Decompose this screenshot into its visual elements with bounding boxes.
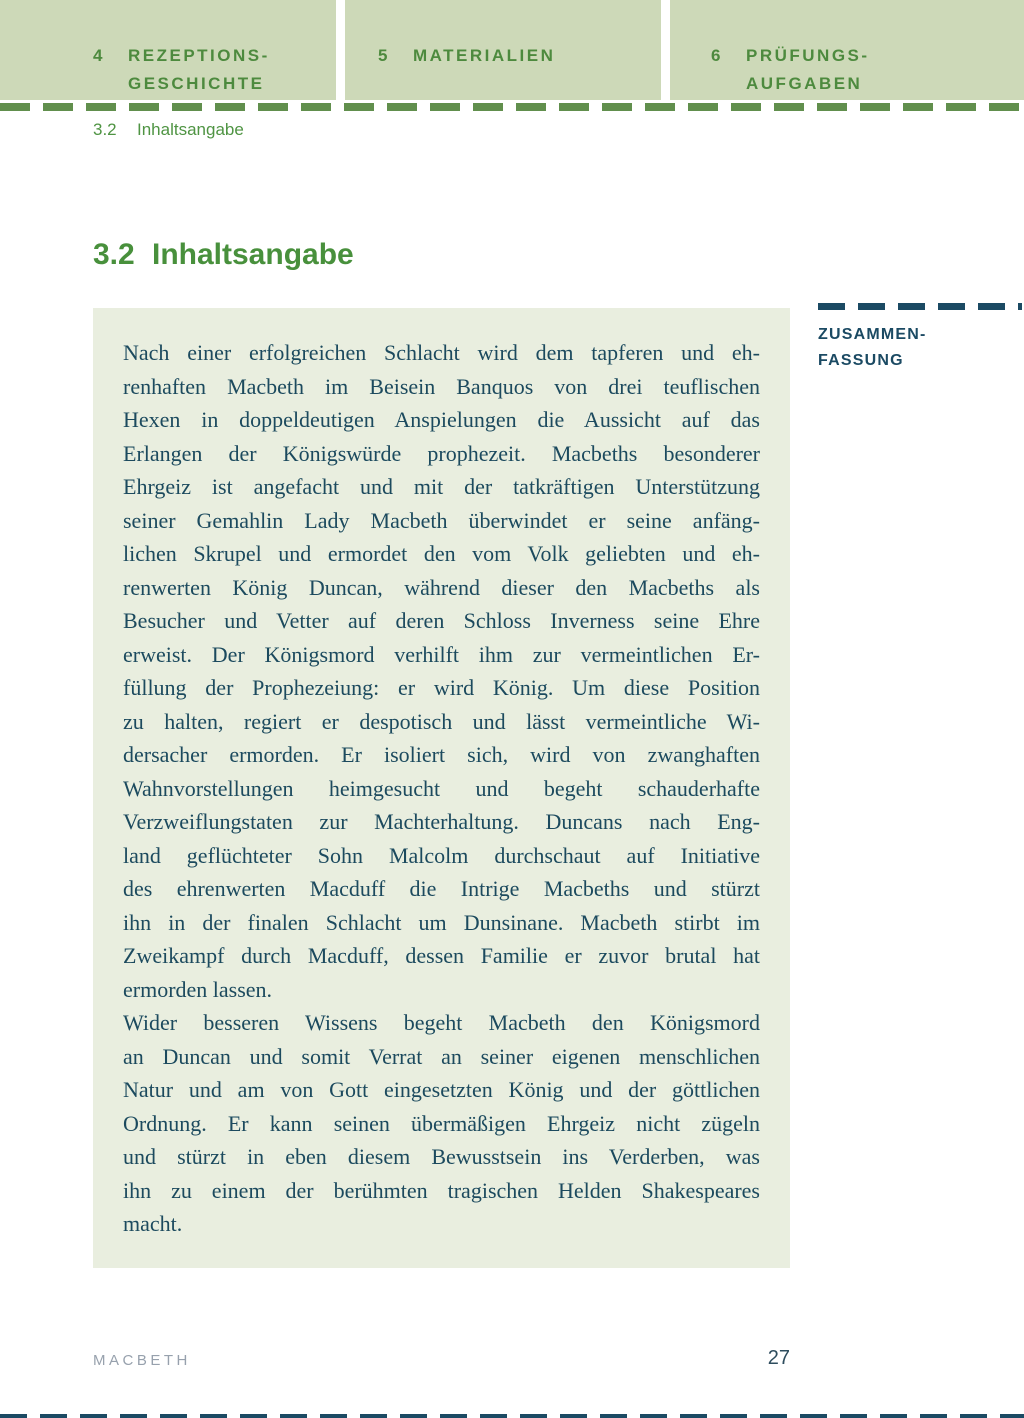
summary-line: erweist. Der Königsmord verhilft ihm zur vermeintlichen Er- xyxy=(123,641,760,667)
summary-line: ermorden lassen. xyxy=(123,976,273,1002)
summary-line: an Duncan und somit Verrat an seiner eigenen menschlichen xyxy=(123,1043,760,1069)
summary-line: Verzweiflungstaten zur Machterhaltung. Duncans nach Eng- xyxy=(123,809,760,834)
footer-dashed-rule xyxy=(0,1414,1024,1418)
summary-line: des ehrenwerten Macduff die Intrige Macbeths und stürzt xyxy=(123,876,760,901)
chapter-tabs-header xyxy=(0,0,1024,100)
summary-line: renwerten König Duncan, während dieser den Macbeths als xyxy=(123,574,760,600)
summary-line: seiner Gemahlin Lady Macbeth überwindet er seine anfäng- xyxy=(123,507,760,533)
summary-line: Ordnung. Er kann seinen übermäßigen Ehrgeiz nicht zügeln xyxy=(123,1110,760,1136)
breadcrumb-section-label: Inhaltsangabe xyxy=(137,120,244,139)
summary-line: und stürzt in eben diesem Bewusstsein ins Verderben, was xyxy=(123,1144,760,1169)
summary-box xyxy=(93,308,790,1268)
page-title-label: Inhaltsangabe xyxy=(152,238,354,271)
summary-line: macht. xyxy=(123,1211,183,1236)
summary-line: Nach einer erfolgreichen Schlacht wird dem tapferen und eh- xyxy=(123,340,760,365)
footer-book-title: MACBETH xyxy=(93,1352,191,1369)
chapter-tab-number: 4 xyxy=(93,46,103,65)
summary-line: Hexen in doppeldeutigen Anspielungen die Aussicht auf das xyxy=(123,407,760,432)
summary-line: renhaften Macbeth im Beisein Banquos von drei teuflischen xyxy=(123,373,760,399)
summary-text xyxy=(123,336,760,1241)
breadcrumb-section-number: 3.2 xyxy=(93,120,117,139)
summary-line: ihn zu einem der berühmten tragischen Helden Shakespeares xyxy=(123,1177,760,1203)
summary-line: Besucher und Vetter auf deren Schloss Inverness seine Ehre xyxy=(123,608,760,633)
summary-line: dersacher ermorden. Er isoliert sich, wird von zwanghaften xyxy=(123,742,760,767)
summary-line: land geflüchteter Sohn Malcolm durchschaut auf Initiative xyxy=(123,842,760,868)
margin-note-zusammenfassung xyxy=(818,322,927,374)
header-dashed-divider xyxy=(0,103,1024,111)
page-title xyxy=(93,237,354,273)
summary-line: Ehrgeiz ist angefacht und mit der tatkräftigen Unterstützung xyxy=(123,474,760,499)
summary-line: Wahnvorstellungen heimgesucht und begeht schauderhafte xyxy=(123,775,760,801)
chapter-tab-number: 6 xyxy=(711,46,721,65)
breadcrumb xyxy=(93,119,244,141)
summary-line: lichen Skrupel und ermordet den vom Volk geliebten und eh- xyxy=(123,541,760,566)
chapter-tab-6 xyxy=(670,0,1024,100)
footer-page-number: 27 xyxy=(767,1347,790,1369)
chapter-tab-label: 4 REZEPTIONS- GESCHICHTE xyxy=(93,42,270,98)
summary-line: Erlangen der Königswürde prophezeit. Macbeths besonderer xyxy=(123,440,760,466)
margin-note-line1: ZUSAMMEN- xyxy=(818,326,927,343)
chapter-tab-label: 6 PRÜFUNGS- AUFGABEN xyxy=(711,42,870,98)
summary-line: Natur und am von Gott eingesetzten König und der göttlichen xyxy=(123,1077,760,1102)
margin-note-line2: FASSUNG xyxy=(818,352,904,369)
summary-line: füllung der Prophezeiung: er wird König. Um diese Position xyxy=(123,675,760,700)
page-title-number: 3.2 xyxy=(93,238,135,271)
chapter-tab-label: 5 MATERIALIEN xyxy=(378,42,555,70)
chapter-tab-4 xyxy=(0,0,336,100)
chapter-tab-number: 5 xyxy=(378,46,388,65)
summary-line: Wider besseren Wissens begeht Macbeth den Königsmord xyxy=(123,1010,760,1035)
chapter-tab-5 xyxy=(345,0,661,100)
summary-line: ihn in der finalen Schlacht um Dunsinane. Macbeth stirbt im xyxy=(123,909,760,935)
summary-line: Zweikampf durch Macduff, dessen Familie er zuvor brutal hat xyxy=(123,943,760,968)
sidebar-dashed-rule xyxy=(818,303,1022,310)
summary-line: zu halten, regiert er despotisch und lässt vermeintliche Wi- xyxy=(123,708,760,734)
